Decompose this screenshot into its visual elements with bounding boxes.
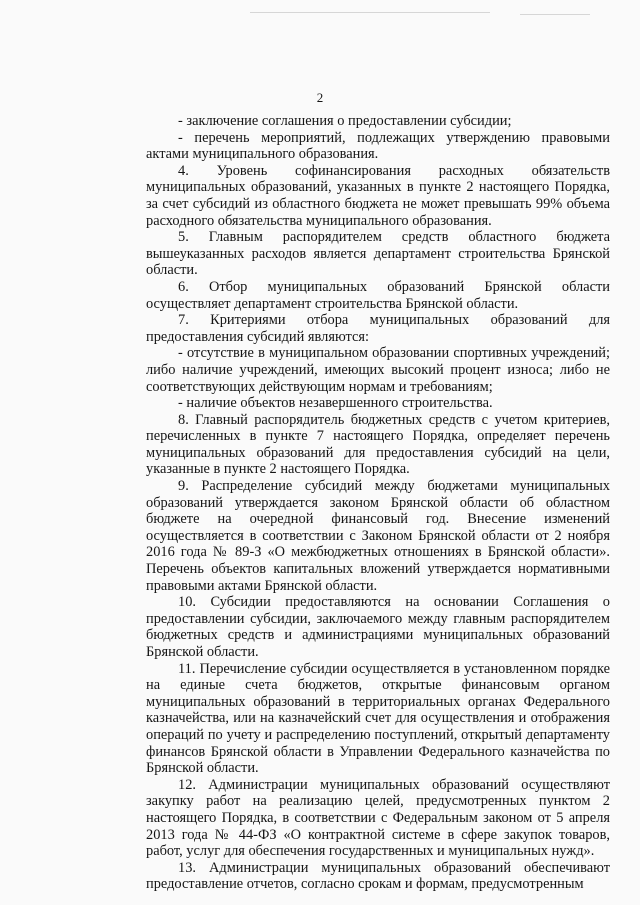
- paragraph: 8. Главный распорядитель бюджетных средств с учетом критериев, перечисленных в пункте 7 настоящего Порядка, определяет перечень муниципальных образований для предоставления субсидий на цели, указанные в пункте 2 настоящего Порядка.: [146, 411, 610, 478]
- paragraph: - наличие объектов незавершенного строительства.: [178, 395, 493, 412]
- scan-artifact: [520, 14, 590, 15]
- paragraph: 9. Распределение субсидий между бюджетами муниципальных образований утверждается законом Брянской области об областном бюджете на очередной финансовый год. Внесение изменений осуществляется в соответствии с Законом Брянской области от 2 ноября 2016 года № 89-З «О межбюджетных отношениях в Брянской области». Перечень объектов капитальных вложений утверждается нормативными правовыми актами Брянской области.: [146, 478, 610, 594]
- paragraph: 12. Администрации муниципальных образований осуществляют закупку работ на реализацию целей, предусмотренных пунктом 2 настоящего Порядка, в соответствии с Федеральным законом от 5 апреля 2013 года № 44-ФЗ «О контрактной системе в сфере закупок товаров, работ, услуг для обеспечения государственных и муниципальных нужд».: [146, 776, 610, 860]
- scan-artifact: [250, 12, 490, 13]
- page-number: 2: [316, 90, 324, 105]
- paragraph: 13. Администрации муниципальных образований обеспечивают предоставление отчетов, согласно срокам и формам, предусмотренным: [146, 859, 610, 893]
- paragraph: 5. Главным распорядителем средств областного бюджета вышеуказанных расходов является департамент строительства Брянской области.: [146, 229, 610, 279]
- paragraph: 11. Перечисление субсидии осуществляется в установленном порядке на единые счета бюджетов, открытые финансовым органом муниципальных образований в территориальных органах Федерального казначейства, или на казначейский счет для осуществления и отображения операций по учету и распределению поступлений, открытый департаменту финансов Брянской области в Управлении Федерального казначейства по Брянской области.: [146, 660, 610, 777]
- paragraph: - перечень мероприятий, подлежащих утверждению правовыми актами муниципального образования.: [146, 129, 610, 163]
- paragraph: 7. Критериями отбора муниципальных образований для предоставления субсидий являются:: [146, 312, 610, 345]
- paragraph: 4. Уровень софинансирования расходных обязательств муниципальных образований, указанных в пункте 2 настоящего Порядка, за счет субсидий из областного бюджета не может превышать 99% объема расходного обязательства муниципального образования.: [146, 162, 610, 229]
- paragraph: - отсутствие в муниципальном образовании спортивных учреждений; либо наличие учреждений, имеющих высокий процент износа; либо не соответствующих действующим нормам и требованиям;: [146, 345, 610, 395]
- paragraph: 6. Отбор муниципальных образований Брянской области осуществляет департамент строительства Брянской области.: [146, 278, 610, 312]
- paragraph: 10. Субсидии предоставляются на основании Соглашения о предоставлении субсидии, заключаемого между главным распорядителем бюджетных средств и администрациями муниципальных образований Брянской области.: [146, 594, 610, 660]
- document-body: [146, 113, 610, 893]
- paragraph: - заключение соглашения о предоставлении субсидии;: [178, 113, 512, 129]
